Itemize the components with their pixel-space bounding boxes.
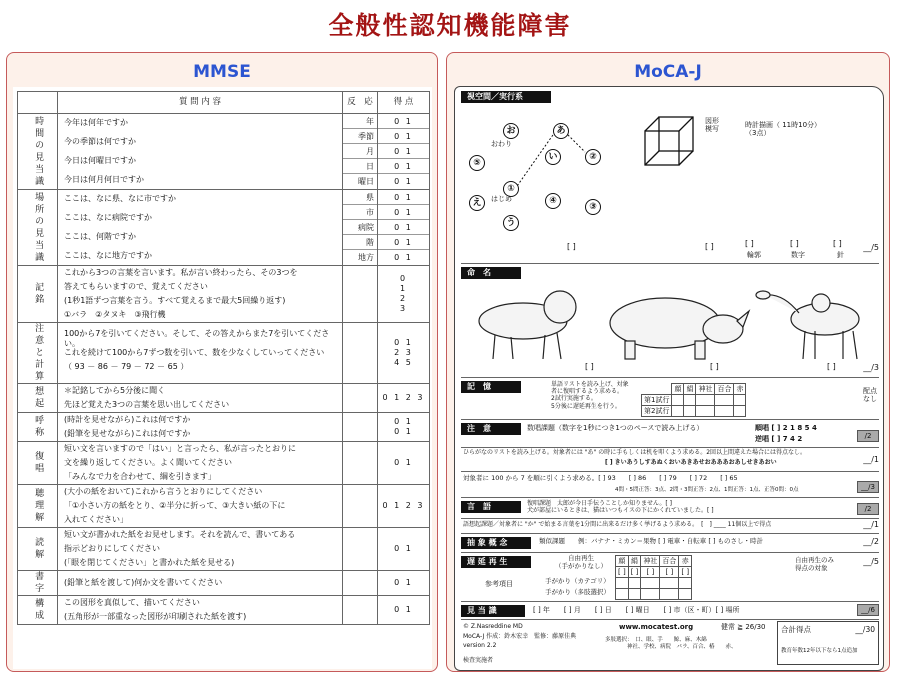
mmse-question: ＊記銘してから5分後に聞く <box>64 386 166 395</box>
divider <box>461 601 879 602</box>
mmse-section-row <box>18 266 430 323</box>
mmse-question: 指示どおりにしてください <box>64 544 160 553</box>
mmse-score-cell: 0 1 <box>378 596 430 625</box>
mmse-question: ここは、なに県、なに市ですか <box>64 194 176 204</box>
mmse-question: 文を繰り返してください。よく聞いてください <box>64 458 232 467</box>
mmse-response-option: 曜日 <box>358 177 374 186</box>
trail-node: ① <box>503 181 519 197</box>
mmse-question: 今の季節は何ですか <box>64 137 136 147</box>
mmse-question: これを続けて100から7ずつ数を引いて、数を少なくしていってください <box>64 348 325 357</box>
mmse-section-row <box>18 114 430 190</box>
version: version 2.2 <box>463 642 497 649</box>
mmse-score-cell: 0 1 2 3 <box>378 384 430 413</box>
mmse-question: (鉛筆を見せながら)これは何ですか <box>64 429 191 438</box>
section-abstraction: 抽 象 概 念 <box>461 537 531 549</box>
rhino-drawing <box>610 298 749 359</box>
mmse-question: 今日は何月何日ですか <box>64 174 144 184</box>
naming-score: __/3 <box>863 363 879 372</box>
mmse-score-cell <box>378 114 430 190</box>
mmse-question: （ 93 － 86 － 79 － 72 － 65 ） <box>64 362 189 371</box>
memory-word: 百合 <box>715 384 734 395</box>
divider <box>461 518 879 519</box>
mmse-score-option: 0 1 <box>378 205 429 220</box>
mmse-score-option: 0 1 <box>378 190 429 205</box>
clock-hands-label: 針 <box>837 251 844 259</box>
japanese-credit: MoCA-J 作成：鈴木宏幸 監修：藤原佳典 <box>463 633 577 640</box>
mmse-question: 今年は何年ですか <box>64 118 128 128</box>
mmse-category: 時間の見当識 <box>18 114 58 190</box>
letter-sequence: [ ] きいあうしすあぬくおいあきあせおあああおあしせきあおい <box>605 459 777 466</box>
mmse-question: 「①小さい方の紙をとり、②半分に折って、③大きい紙の下に <box>64 501 286 510</box>
mmse-title: MMSE <box>193 62 251 82</box>
mmse-response-cell <box>343 571 378 596</box>
col-score: 得 点 <box>378 92 430 114</box>
trail-end-label: おわり <box>491 140 512 148</box>
naming-camel-bracket: [ ] <box>827 362 836 371</box>
serial-sevens: 対象者に 100 から 7 を順に引くよう求める。[ ] 93 [ ] 86 [ ] 79 [ ] 72 [ ] 65 <box>463 474 738 482</box>
mmse-question: ここは、なに病院ですか <box>64 213 152 223</box>
mmse-response-option: 市 <box>343 205 377 220</box>
naming-rhino-bracket: [ ] <box>710 362 719 371</box>
mmse-response-cell <box>343 114 378 190</box>
mmse-question: 100から7を引いてください。そして、その答えからまた7を引いてください。 <box>64 329 330 348</box>
mmse-question: これから3つの言葉を言います。私が言い終わったら、その3つを <box>64 268 298 277</box>
cube-label: 図形 模写 <box>705 117 719 134</box>
sentence-repetition: 復唱課題 太郎が今日手伝うことしか知りません。[ ] 犬が部屋にいるときは、猫はいつもイスの下にかくれていました。[ ] <box>527 500 714 515</box>
mmse-response-cell <box>343 442 378 485</box>
trail-node: お <box>503 123 519 139</box>
mmse-question-cell <box>58 596 343 625</box>
mmse-score-cell: 0 1 2 3 <box>378 485 430 528</box>
letter-tapping-instruction: ひらがなのリストを読み上げる。対象者には "あ" の時に手もしくは机を叩くよう求める。2回以上間違えた場合には得点なし。 <box>463 449 807 456</box>
serial-score: __/3 <box>857 481 879 493</box>
trail-node: う <box>503 215 519 231</box>
mmse-response-cell <box>343 528 378 571</box>
copyright: © Z.Nasreddine MD <box>463 623 523 630</box>
divider <box>461 533 879 534</box>
col-response: 反 応 <box>343 92 378 114</box>
mmse-score-option: 0 1 <box>378 144 429 159</box>
section-memory: 記 憶 <box>461 381 521 393</box>
camel-drawing <box>756 291 859 359</box>
memory-table <box>641 383 746 417</box>
multiple-choice-cue-label: 手がかり（多肢選択） <box>545 588 610 596</box>
clock-hands-bracket: [ ] <box>833 239 842 248</box>
mmse-section-row <box>18 323 430 384</box>
divider <box>461 263 879 264</box>
mmse-response-option: 日 <box>343 159 377 174</box>
mmse-question-cell <box>58 442 343 485</box>
reference-items-label: 参考項目 <box>485 580 513 588</box>
mmse-section-row <box>18 190 430 266</box>
mmse-question-cell <box>58 114 343 190</box>
mmse-section-row <box>18 384 430 413</box>
mmse-response-cell <box>343 190 378 266</box>
mmse-table <box>17 91 430 625</box>
clock-instruction: 時計描画（ 11時10分） （3点） <box>745 121 822 138</box>
mmse-question-cell <box>58 485 343 528</box>
recall-word: 百合 <box>660 556 679 567</box>
trail-node: ② <box>585 149 601 165</box>
mmse-section-row <box>18 596 430 625</box>
free-recall-only-note: 自由再生のみ 得点の対象 <box>795 556 834 572</box>
mmse-score-option: 0 1 <box>394 177 413 186</box>
memory-word: 顔 <box>672 384 684 395</box>
memory-word: 神社 <box>696 384 715 395</box>
mmse-question: (時計を見せながら)これは何ですか <box>64 415 191 424</box>
section-attention: 注 意 <box>461 423 521 435</box>
mmse-question: 短い文が書かれた紙をお見せします。それを読んで、書いてある <box>64 530 296 539</box>
memory-no-points: 配点 なし <box>863 387 877 404</box>
moca-title: MoCA-J <box>634 62 702 82</box>
moca-panel <box>446 52 890 672</box>
trail-node: ⑤ <box>469 155 485 171</box>
divider <box>461 497 879 498</box>
mmse-response-option: 年 <box>343 114 377 129</box>
trial-label: 第1試行 <box>642 395 672 406</box>
mmse-question: 答えてもらいますので、覚えてください <box>64 282 208 291</box>
free-recall-label: 自由再生 （手がかりなし） <box>555 554 607 570</box>
divider <box>461 552 879 553</box>
trail-line <box>565 132 585 152</box>
mmse-panel <box>6 52 438 672</box>
abstraction-score: __/2 <box>863 537 879 546</box>
mmse-score-option: 0 1 <box>378 114 429 129</box>
clock-contour-bracket: [ ] <box>745 239 754 248</box>
mmse-category: 復唱 <box>18 442 58 485</box>
orientation-items: [ ] 年 [ ] 月 [ ] 日 [ ] 曜日 [ ] 市（区・町）[ ] 場所 <box>533 606 740 614</box>
section-visuospatial: 視空間／実行系 <box>461 91 551 103</box>
recall-word: 顔 <box>616 556 629 567</box>
section-orientation: 見 当 識 <box>461 605 525 617</box>
moca-url: www.mocatest.org <box>619 623 694 631</box>
mmse-response-cell <box>343 323 378 384</box>
mmse-question: ここは、なに地方ですか <box>64 250 152 260</box>
trail-node: あ <box>553 123 569 139</box>
naming-lion-bracket: [ ] <box>585 362 594 371</box>
recall-word: 絹 <box>628 556 641 567</box>
mmse-response-option: 病院 <box>343 220 377 235</box>
delayed-recall-table: 顔 絹 神社 百合 赤 [ ] [ ] [ ] [ ] [ ] <box>615 555 692 600</box>
cube-bracket: [ ] <box>705 242 714 251</box>
section-delayed-recall: 遅 延 再 生 <box>461 556 531 568</box>
digit-score: /2 <box>857 430 879 442</box>
naming-animals <box>465 283 875 363</box>
delayed-recall-score: __/5 <box>863 557 879 566</box>
mmse-question-cell <box>58 384 343 413</box>
section-language: 言 語 <box>461 501 521 513</box>
divider <box>461 619 879 620</box>
category-cue-label: 手がかり（カテゴリ） <box>545 577 610 585</box>
mmse-score-cell: 0 1 0 1 <box>378 413 430 442</box>
mmse-question: 先ほど覚えた3つの言葉を思い出してください <box>64 400 230 409</box>
cube-figure <box>641 113 699 171</box>
trail-node: ④ <box>545 193 561 209</box>
mmse-response-option: 階 <box>343 235 377 250</box>
trail-making-diagram <box>461 107 631 237</box>
mmse-question: ここは、何階ですか <box>64 231 136 241</box>
mmse-response-cell <box>343 485 378 528</box>
col-blank <box>18 92 58 114</box>
mmse-question: (五角形が一部重なった図形が印刷された紙を渡す) <box>64 612 247 621</box>
mmse-score-cell <box>378 190 430 266</box>
mmse-question: 短い文を言いますので「はい」と言ったら、私が言ったとおりに <box>64 444 296 453</box>
lion-drawing <box>479 291 576 359</box>
mmse-score-option: 0 1 <box>378 220 429 235</box>
repetition-score: /2 <box>857 503 879 515</box>
mmse-score-option: 0 1 <box>378 235 429 250</box>
mmse-category: 想起 <box>18 384 58 413</box>
mmse-question: 今日は何曜日ですか <box>64 155 136 165</box>
divider <box>461 447 879 448</box>
digit-span-label: 数唱課題（数字を1秒につき1つのペースで読み上げる） <box>527 424 704 432</box>
mmse-category: 読解 <box>18 528 58 571</box>
digit-backward: 逆唱 [ ] 7 4 2 <box>755 435 803 443</box>
mmse-question-cell <box>58 266 343 323</box>
mmse-category: 構成 <box>18 596 58 625</box>
mmse-response-option: 月 <box>343 144 377 159</box>
mmse-section-row <box>18 413 430 442</box>
mmse-score-cell: 0 1 2 3 <box>378 266 430 323</box>
mmse-response-option: 県 <box>343 190 377 205</box>
mmse-score-option: 0 1 <box>378 129 429 144</box>
mmse-category: 記銘 <box>18 266 58 323</box>
memory-word: 絹 <box>684 384 696 395</box>
section-naming: 命 名 <box>461 267 521 279</box>
visuospatial-score: __/5 <box>863 243 879 252</box>
mmse-question-cell <box>58 413 343 442</box>
mmse-question: 「みんなで力を合わせて、綱を引きます」 <box>64 472 216 481</box>
examiner-label: 検査実施者 <box>463 657 494 664</box>
mmse-score-cell: 0 1 <box>378 571 430 596</box>
recall-word: 神社 <box>641 556 660 567</box>
mmse-question: (鉛筆と紙を渡して)何か文を書いてください <box>64 578 223 587</box>
moca-form <box>454 86 884 671</box>
mmse-question: この図形を真似して、描いてください <box>64 598 200 607</box>
divider <box>461 471 879 472</box>
mmse-response-cell <box>343 413 378 442</box>
mmse-section-row <box>18 528 430 571</box>
mmse-question: (1秒1語ずつ言葉を言う。すべて覚えるまで最大5回繰り返す) <box>64 296 286 305</box>
trail-node: ③ <box>585 199 601 215</box>
normal-threshold: 健常 ≧ 26/30 <box>721 623 766 631</box>
mmse-category: 聴理解 <box>18 485 58 528</box>
fluency-score: __/1 <box>863 520 879 529</box>
mmse-question: (大小の紙をおいて)これから言うとおりにしてください <box>64 487 263 496</box>
mmse-score-option: 0 1 <box>378 159 429 174</box>
mmse-question: 入れてください」 <box>64 515 128 524</box>
mmse-form <box>13 87 432 669</box>
trial-label: 第2試行 <box>642 406 672 417</box>
similarity-task: 類似課題 例：バナナ・ミカン＝果物 [ ] 電車・自転車 [ ] ものさし・時計 <box>539 537 764 545</box>
mmse-response-cell <box>343 266 378 323</box>
divider <box>461 377 879 378</box>
mmse-response-cell <box>343 384 378 413</box>
mmse-question: ①バラ ②タヌキ ③飛行機 <box>64 310 166 319</box>
divider <box>461 419 879 420</box>
memory-word: 赤 <box>734 384 746 395</box>
mmse-section-row <box>18 442 430 485</box>
trail-bracket: [ ] <box>567 242 576 251</box>
education-note: 教育年数12年以下なら1点追加 <box>781 648 858 654</box>
mmse-question-cell <box>58 571 343 596</box>
clock-contour-label: 輪郭 <box>747 251 761 259</box>
mmse-response-option: 地方 <box>358 253 374 262</box>
col-content: 質 問 内 容 <box>58 92 343 114</box>
trail-start-label: はじめ <box>491 195 512 203</box>
total-score: __/30 <box>855 625 875 634</box>
mmse-section-row <box>18 485 430 528</box>
mmse-category: 注意と計算 <box>18 323 58 384</box>
recall-word: 赤 <box>679 556 692 567</box>
trail-node: い <box>545 149 561 165</box>
mmse-score-option: 0 1 <box>394 253 413 262</box>
mmse-question-cell <box>58 323 343 384</box>
total-score-label: 合計得点 <box>781 625 811 634</box>
mmse-question: (「眼を閉じてください」と書かれた紙を見せる) <box>64 558 235 567</box>
mmse-question-cell <box>58 190 343 266</box>
verbal-fluency: 語想起課題／対象者に "か" で始まる言葉を1分間に出来るだけ多く挙げるよう求める。 [ ] ____ 11個以上で得点 <box>463 521 772 528</box>
multiple-choice-list: 多肢選択： 口、眼、手 鯨、麻、木綿 神社、学校、病院 バラ、百合、椿 赤、 <box>605 637 737 650</box>
mmse-category: 場所の見当識 <box>18 190 58 266</box>
trail-node: え <box>469 195 485 211</box>
orientation-score: __/6 <box>857 604 879 616</box>
mmse-question-cell <box>58 528 343 571</box>
mmse-section-row <box>18 571 430 596</box>
mmse-category: 書字 <box>18 571 58 596</box>
mmse-score-cell: 0 1 2 3 4 5 <box>378 323 430 384</box>
page-title: 全般性認知機能障害 <box>328 11 572 40</box>
clock-numbers-bracket: [ ] <box>790 239 799 248</box>
memory-instructions: 単語リストを読み上げ、対象 者に復唱するよう求める。 2試行実施する。 5分後に遅延再生を行う。 <box>551 381 629 410</box>
total-score-box <box>777 621 879 665</box>
mmse-response-option: 季節 <box>343 129 377 144</box>
mmse-score-cell: 0 1 <box>378 528 430 571</box>
mmse-score-cell: 0 1 <box>378 442 430 485</box>
clock-numbers-label: 数字 <box>791 251 805 259</box>
letter-score: __/1 <box>863 455 879 464</box>
serial-sevens-scoring: 4問・5問正答：3点、2問・3問正答：2点、1問正答：1点、正答0問：0点 <box>615 487 799 493</box>
mmse-response-cell <box>343 596 378 625</box>
mmse-category: 呼称 <box>18 413 58 442</box>
digit-forward: 順唱 [ ] 2 1 8 5 4 <box>755 424 817 432</box>
